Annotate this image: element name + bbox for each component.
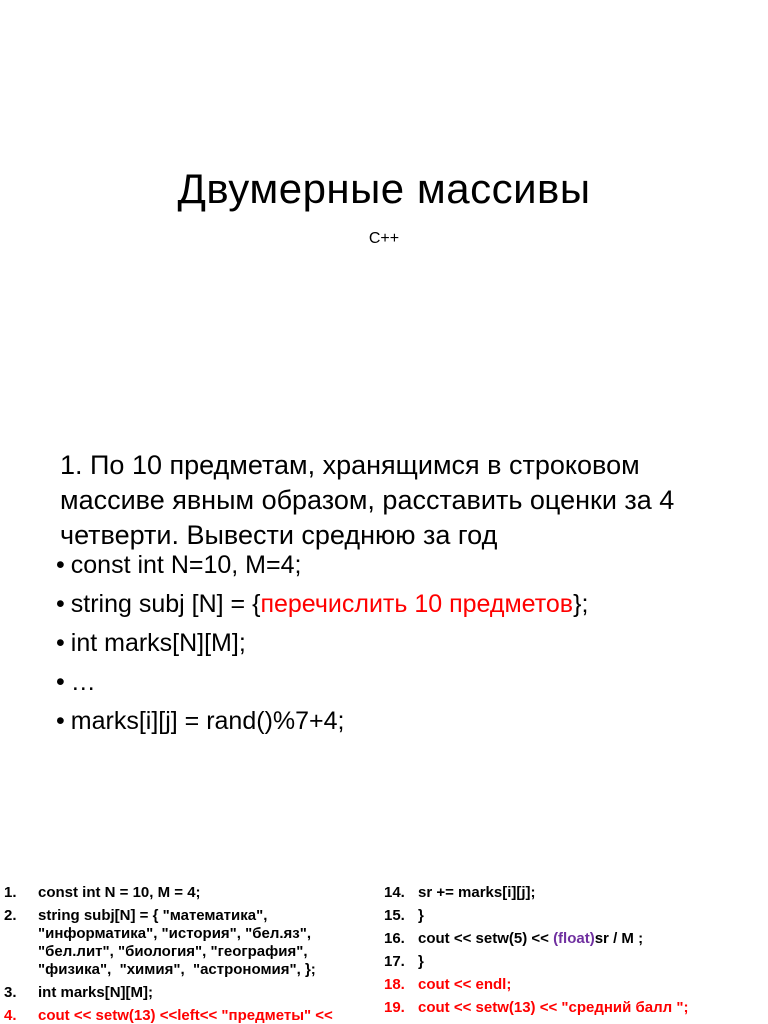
- code-line: [384, 976, 764, 994]
- line-number: 2.: [4, 907, 17, 924]
- line-number: 17.: [384, 953, 405, 970]
- line-text: cout << setw(13) <<left<< "предметы" <<: [38, 1007, 333, 1024]
- title-slide: [0, 0, 768, 410]
- line-number: 3.: [4, 984, 17, 1001]
- line-number: 19.: [384, 999, 405, 1016]
- line-text: cout << endl;: [418, 976, 512, 993]
- bullet-list: [56, 550, 756, 745]
- line-text-part: cout << setw(5) <<: [418, 930, 554, 947]
- bullet-text: …: [70, 668, 96, 696]
- code-line: [4, 1007, 374, 1024]
- line-text: cout << setw(13) << "средний балл ";: [418, 999, 689, 1016]
- line-number: 1.: [4, 884, 17, 901]
- line-text: [418, 930, 764, 948]
- code-line: [4, 907, 374, 979]
- bullet-item: [56, 706, 756, 745]
- bullet-item: [56, 550, 756, 589]
- bullet-text: string subj [N] = {: [70, 590, 261, 618]
- line-text: string subj[N] = { "математика", "информатика", "история", "бел.яз", "бел.лит", "биология", "география", "физика", "химия", "астрономия", };: [38, 907, 316, 978]
- bullet-text: marks[i][j] = rand()%7+4;: [70, 707, 345, 735]
- bullet-text: };: [573, 590, 589, 618]
- line-number: 16.: [384, 930, 405, 947]
- code-column-right: [384, 884, 764, 1022]
- line-text: }: [418, 907, 424, 924]
- code-slide: [0, 870, 768, 1024]
- code-line: [384, 953, 764, 971]
- line-number: 18.: [384, 976, 405, 993]
- line-number: 4.: [4, 1007, 17, 1024]
- cast-keyword: (float): [553, 930, 595, 947]
- line-text-part: sr / M ;: [594, 930, 644, 947]
- bullet-item: [56, 589, 756, 628]
- code-column-left: [4, 884, 374, 1024]
- code-line: [384, 999, 764, 1017]
- code-line: [4, 884, 374, 902]
- slide-title: Двумерные массивы: [177, 165, 591, 212]
- line-text: int marks[N][M];: [38, 984, 153, 1001]
- slide-subtitle: C++: [368, 230, 400, 247]
- bullet-text: const int N=10, M=4;: [70, 551, 302, 579]
- code-line: [384, 907, 764, 925]
- line-text: const int N = 10, M = 4;: [38, 884, 201, 901]
- bullet-text: int marks[N][M];: [70, 629, 246, 657]
- task-slide: [0, 420, 768, 850]
- bullet-item: [56, 667, 756, 706]
- line-text: }: [418, 953, 424, 970]
- bullet-highlight: перечислить 10 предметов: [260, 590, 574, 618]
- line-number: 15.: [384, 907, 405, 924]
- code-line: [384, 884, 764, 902]
- line-text: sr += marks[i][j];: [418, 884, 536, 901]
- code-line: [384, 930, 764, 948]
- bullet-item: [56, 628, 756, 667]
- task-description: 1. По 10 предметам, хранящимся в строковом массиве явным образом, расставить оценки за 4 четверти. Вывести среднюю за год: [60, 450, 675, 550]
- code-line: [4, 984, 374, 1002]
- line-number: 14.: [384, 884, 405, 901]
